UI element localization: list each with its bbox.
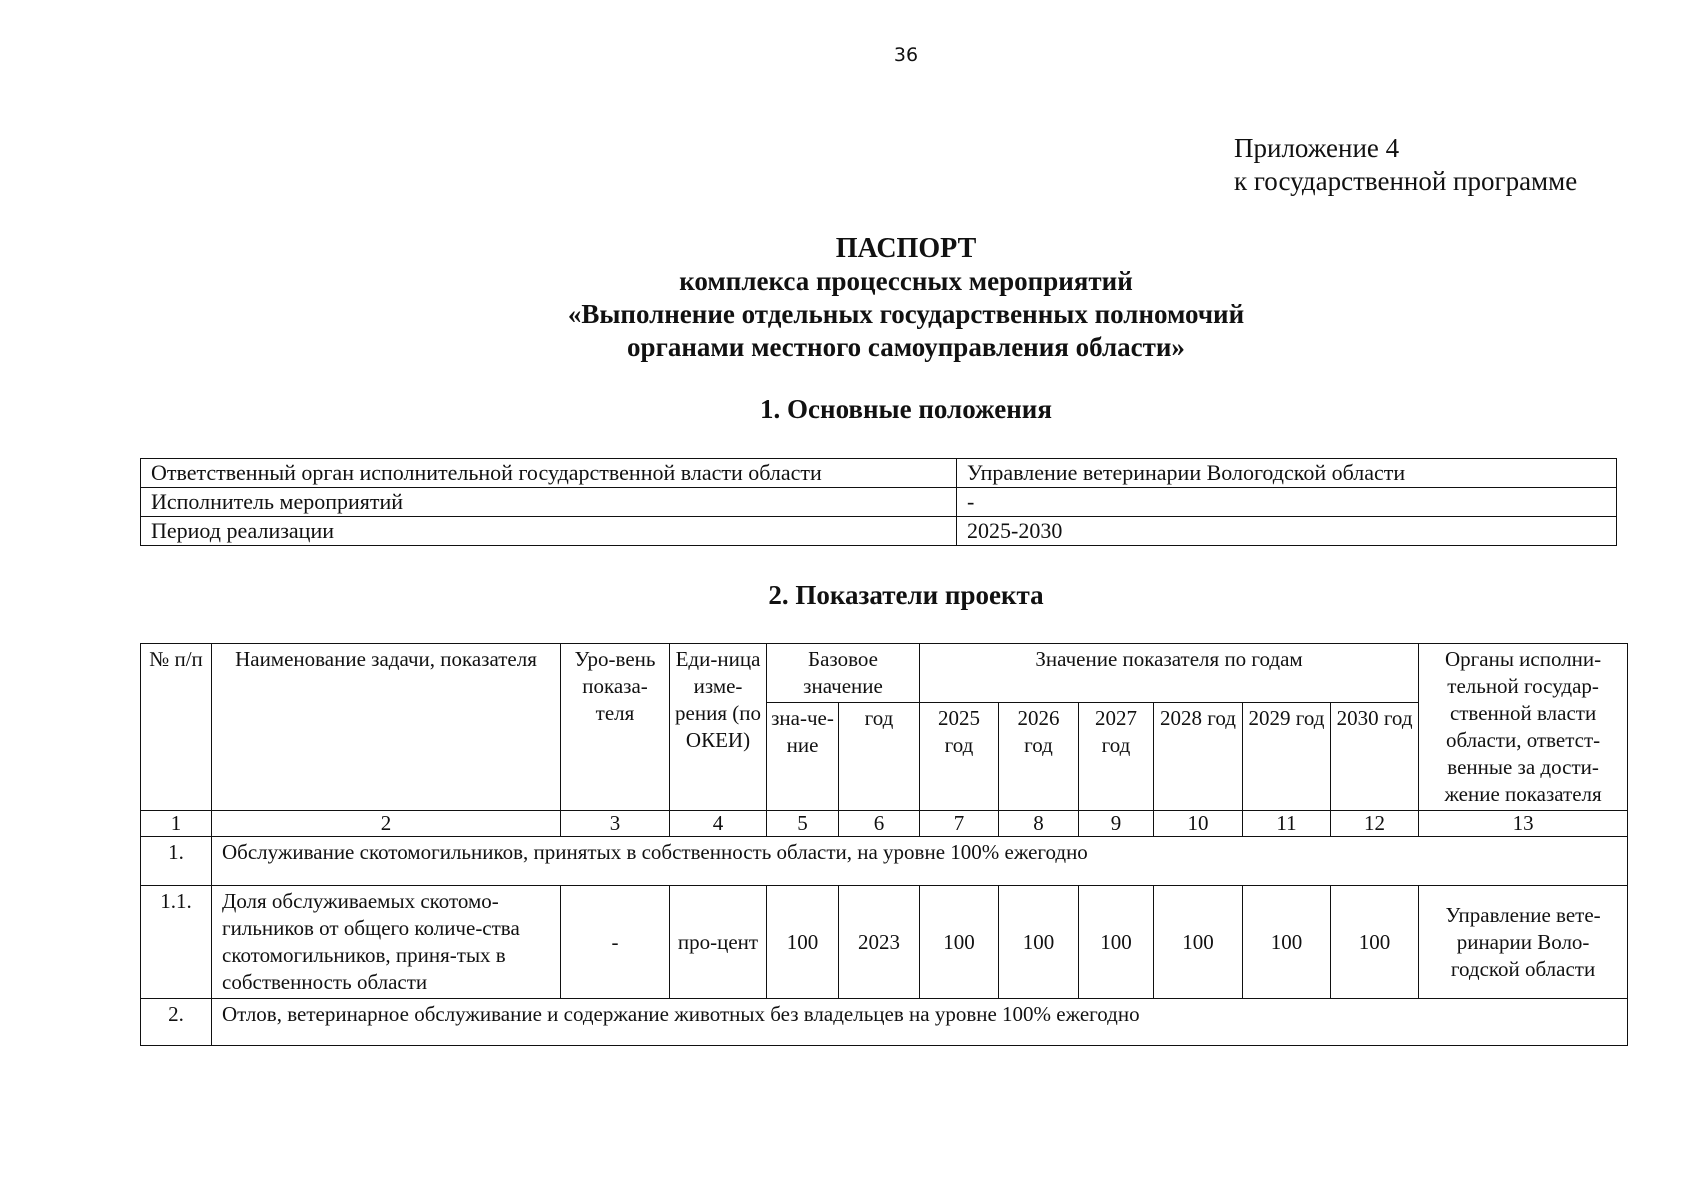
header-base-value: зна-че-ние — [767, 703, 839, 811]
header-base: Базовое значение — [767, 644, 920, 703]
col-number: 4 — [670, 811, 767, 837]
title-line-3: «Выполнение отдельных государственных полномочий — [567, 299, 1245, 329]
col-number: 5 — [767, 811, 839, 837]
col-number: 7 — [920, 811, 999, 837]
appendix-line-2: к государственной программе — [1234, 166, 1578, 196]
responsible-body-value: Управление ветеринарии Вологодской области — [957, 459, 1617, 488]
header-2027: 2027 год — [1079, 703, 1154, 811]
col-number: 11 — [1243, 811, 1331, 837]
header-name: Наименование задачи, показателя — [212, 644, 561, 811]
col-number: 10 — [1154, 811, 1243, 837]
indicator-2027: 100 — [1079, 886, 1154, 999]
title-line-2: комплекса процессных мероприятий — [679, 266, 1133, 296]
indicator-2030: 100 — [1331, 886, 1419, 999]
appendix-note — [1234, 132, 1577, 198]
column-numbers-row — [141, 811, 1628, 837]
header-2028: 2028 год — [1154, 703, 1243, 811]
table-row — [141, 488, 1617, 517]
task-2-num: 2. — [141, 999, 212, 1046]
appendix-line-1: Приложение 4 — [1234, 133, 1400, 163]
indicator-base-value: 100 — [767, 886, 839, 999]
executor-label: Исполнитель мероприятий — [141, 488, 957, 517]
col-number: 12 — [1331, 811, 1419, 837]
indicator-name: Доля обслуживаемых скотомо-гильников от общего количе-ства скотомогильников, приня-тых в собственность области — [212, 886, 561, 999]
header-2025: 2025 год — [920, 703, 999, 811]
responsible-body-label: Ответственный орган исполнительной государственной власти области — [141, 459, 957, 488]
header-unit: Еди-ница изме-рения (по ОКЕИ) — [670, 644, 767, 811]
header-2029: 2029 год — [1243, 703, 1331, 811]
header-2026: 2026 год — [999, 703, 1079, 811]
indicator-num: 1.1. — [141, 886, 212, 999]
col-number: 13 — [1419, 811, 1628, 837]
header-2030: 2030 год — [1331, 703, 1419, 811]
table-row — [141, 459, 1617, 488]
page-number: 36 — [893, 44, 919, 66]
col-number: 3 — [561, 811, 670, 837]
section-1-heading: 1. Основные положения — [760, 394, 1052, 424]
indicator-2029: 100 — [1243, 886, 1331, 999]
indicators-table — [140, 643, 1628, 1046]
indicator-2028: 100 — [1154, 886, 1243, 999]
task-row — [141, 999, 1628, 1046]
col-number: 2 — [212, 811, 561, 837]
indicator-2026: 100 — [999, 886, 1079, 999]
col-number: 1 — [141, 811, 212, 837]
col-number: 9 — [1079, 811, 1154, 837]
indicator-organ: Управление вете-ринарии Воло-годской области — [1419, 886, 1628, 999]
indicator-base-year: 2023 — [839, 886, 920, 999]
main-provisions-table — [140, 458, 1617, 546]
task-1-num: 1. — [141, 837, 212, 886]
header-base-year: год — [839, 703, 920, 811]
header-organs: Органы исполни-тельной государ-ственной власти области, ответст-венные за дости-жение показателя — [1419, 644, 1628, 811]
indicator-2025: 100 — [920, 886, 999, 999]
header-level: Уро-вень показа-теля — [561, 644, 670, 811]
task-1-text: Обслуживание скотомогильников, принятых в собственность области, на уровне 100% ежегодно — [212, 837, 1628, 886]
header-values-by-year: Значение показателя по годам — [920, 644, 1419, 703]
indicator-level: - — [561, 886, 670, 999]
indicator-unit: про-цент — [670, 886, 767, 999]
section-2-heading: 2. Показатели проекта — [768, 580, 1044, 610]
table-row — [141, 517, 1617, 546]
task-2-text: Отлов, ветеринарное обслуживание и содержание животных без владельцев на уровне 100% ежегодно — [212, 999, 1628, 1046]
col-number: 8 — [999, 811, 1079, 837]
header-num: № п/п — [141, 644, 212, 811]
title-line-4: органами местного самоуправления области» — [627, 332, 1185, 362]
header-row — [141, 644, 1628, 703]
title-main: ПАСПОРТ — [835, 233, 977, 264]
period-value: 2025-2030 — [957, 517, 1617, 546]
executor-value: - — [957, 488, 1617, 517]
indicator-row — [141, 886, 1628, 999]
document-title — [0, 232, 1697, 364]
task-row — [141, 837, 1628, 886]
period-label: Период реализации — [141, 517, 957, 546]
col-number: 6 — [839, 811, 920, 837]
